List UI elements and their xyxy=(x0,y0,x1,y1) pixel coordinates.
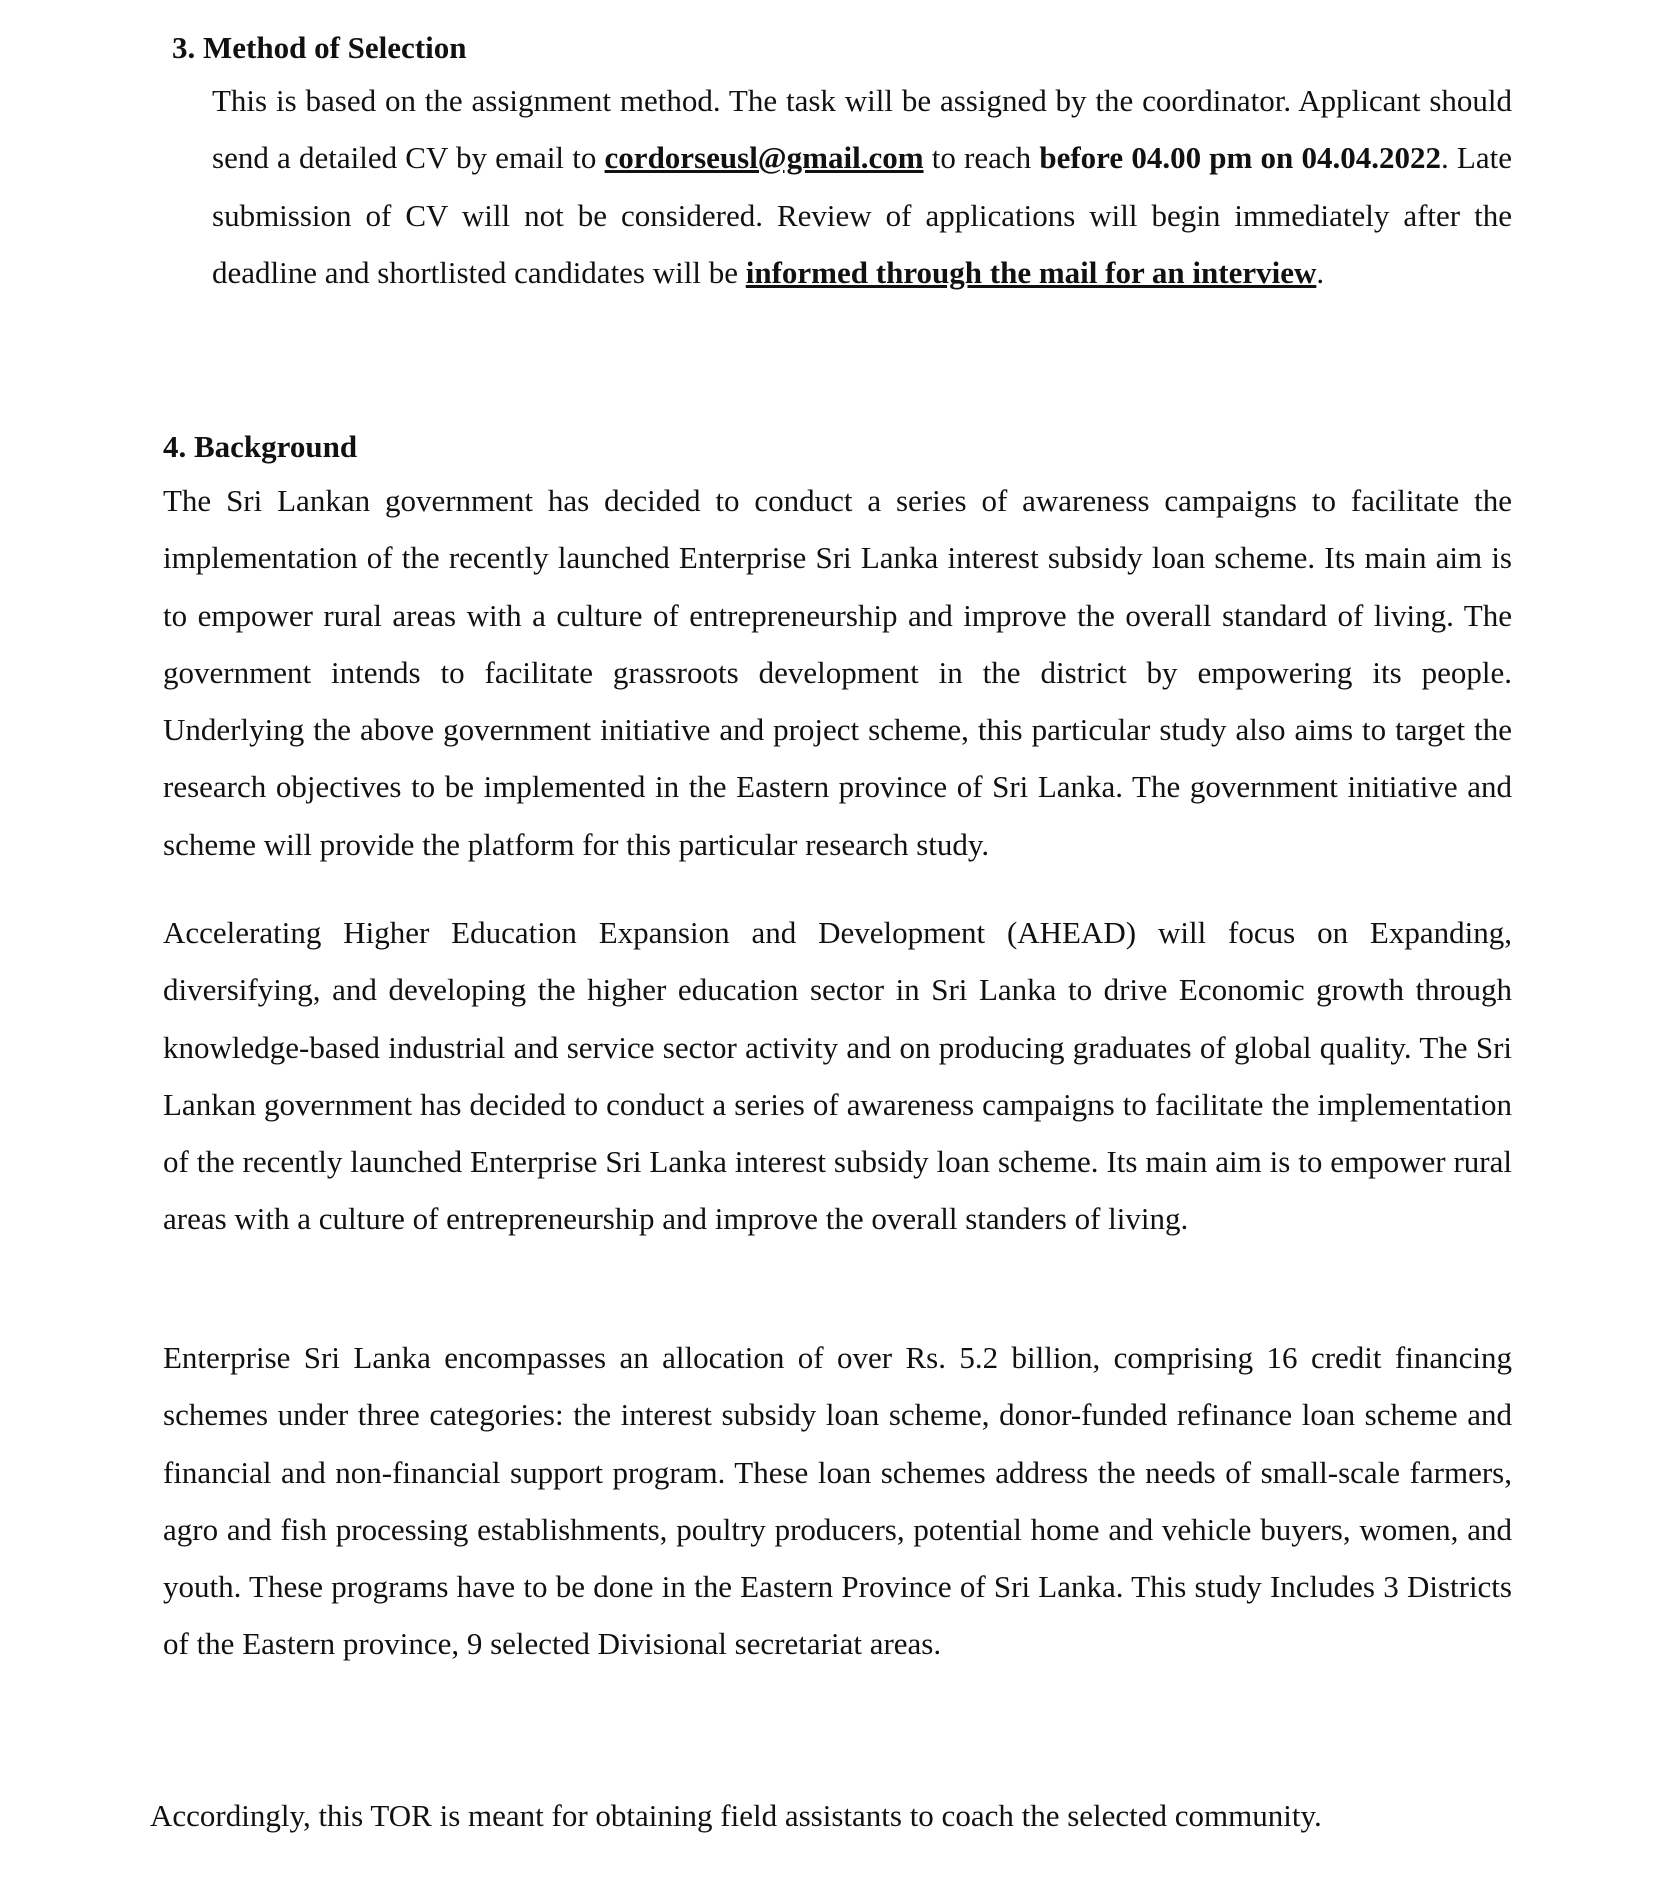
deadline-text: before 04.00 pm on 04.04.2022 xyxy=(1039,140,1441,176)
section-3-text-2: to reach xyxy=(923,140,1040,176)
section-3-text-4: . xyxy=(1316,254,1325,290)
contact-email-link[interactable]: cordorseusl@gmail.com xyxy=(604,140,924,176)
section-4-heading: 4. Background xyxy=(163,429,358,464)
section-3-body xyxy=(212,72,1512,301)
background-paragraph-2: Accelerating Higher Education Expansion and Development (AHEAD) will focus on Expanding, diversifying, and developing the higher education sector in Sri Lanka to drive Economic growth through knowledge-based industrial and service sector activity and on producing graduates of global quality. The Sri Lankan government has decided to conduct a series of awareness campaigns to facilitate the implementation of the recently launched Enterprise Sri Lanka interest subsidy loan scheme. Its main aim is to empower rural areas with a culture of entrepreneurship and improve the overall standers of living. xyxy=(163,915,1512,1237)
section-3-text-1: This is based on the assignment method. The task will be assigned by the coordinator. Applicant should send a detailed CV by email to xyxy=(212,83,1512,176)
section-3-heading: 3. Method of Selection xyxy=(172,30,467,65)
closing-statement: Accordingly, this TOR is meant for obtaining field assistants to coach the selected community. xyxy=(150,1798,1322,1833)
background-paragraph-1: The Sri Lankan government has decided to conduct a series of awareness campaigns to facilitate the implementation of the recently launched Enterprise Sri Lanka interest subsidy loan scheme. Its main aim is to empower rural areas with a culture of entrepreneurship and improve the overall standard of living. The government intends to facilitate grassroots development in the district by empowering its people. Underlying the above government initiative and project scheme, this particular study also aims to target the research objectives to be implemented in the Eastern province of Sri Lanka. The government initiative and scheme will provide the platform for this particular research study. xyxy=(163,483,1512,862)
section-3-text-3: . Late submission of CV will not be considered. Review of applications will begin immediately after the deadline and shortlisted candidates will be xyxy=(212,140,1512,290)
interview-notice-text: informed through the mail for an interview xyxy=(745,254,1317,290)
background-paragraph-3: Enterprise Sri Lanka encompasses an allocation of over Rs. 5.2 billion, comprising 16 credit financing schemes under three categories: the interest subsidy loan scheme, donor-funded refinance loan scheme and financial and non-financial support program. These loan schemes address the needs of small-scale farmers, agro and fish processing establishments, poultry producers, potential home and vehicle buyers, women, and youth. These programs have to be done in the Eastern Province of Sri Lanka. This study Includes 3 Districts of the Eastern province, 9 selected Divisional secretariat areas. xyxy=(163,1340,1512,1662)
